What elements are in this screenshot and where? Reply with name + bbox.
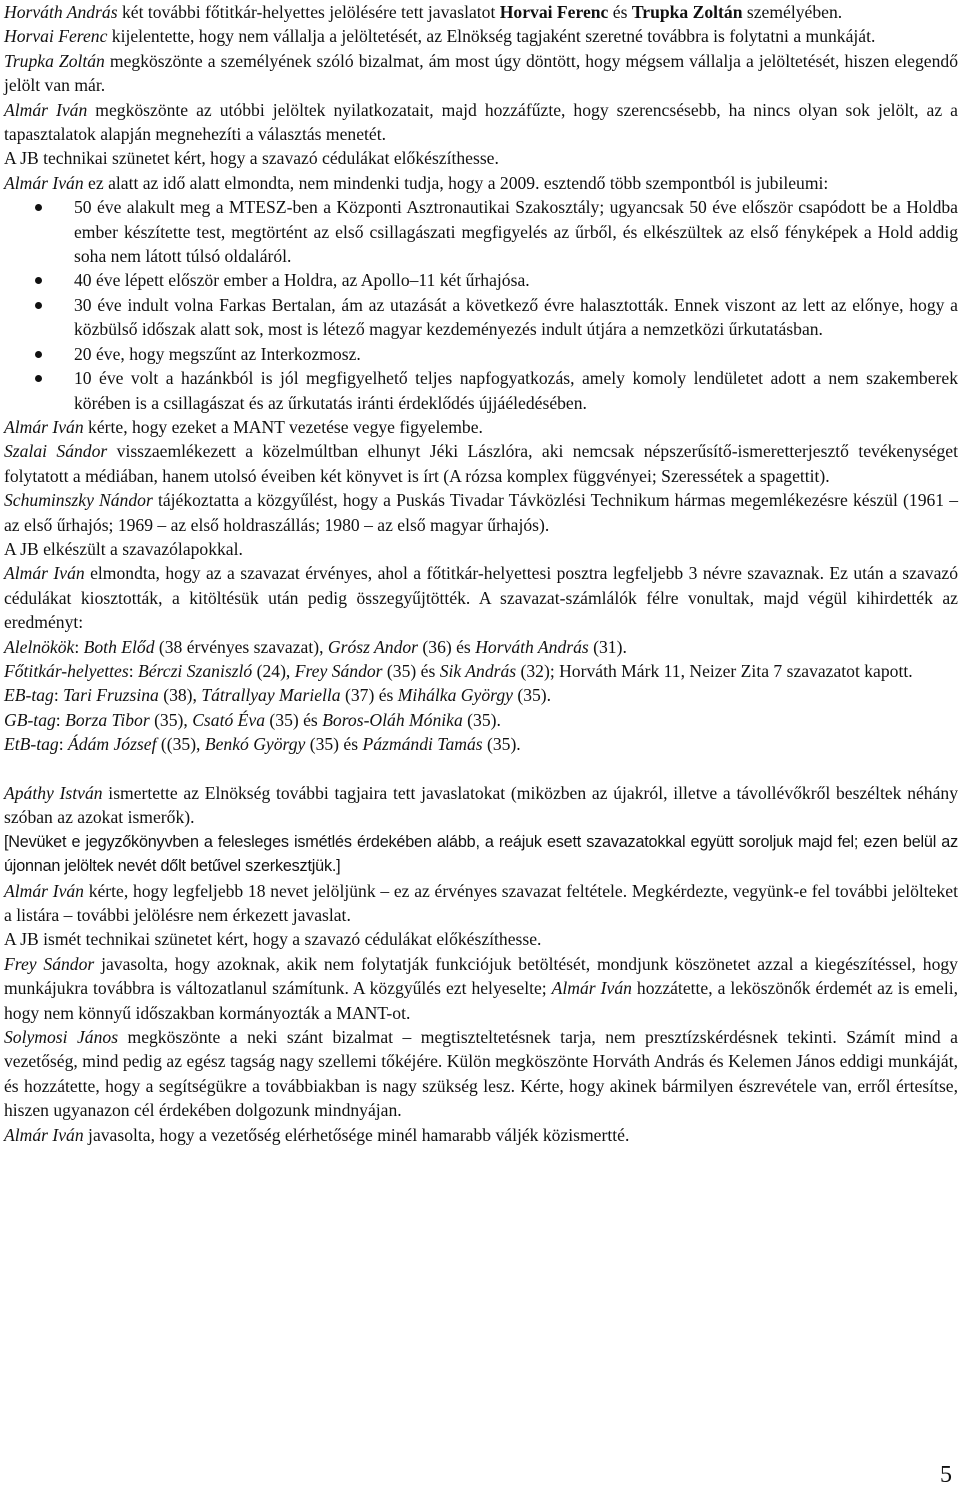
paragraph: Apáthy István ismertette az Elnökség további tagjaira tett javaslatokat (miközben az újakról, illetve a távollévőkről beszéltek néhány szóban az azokat ismerők).	[4, 782, 958, 828]
paragraph: Almár Iván megköszönte az utóbbi jelöltek nyilatkozatait, majd hozzáfűzte, hogy szerencsésebb, ha nincs olyan sok jelölt, az a tapasztalatok alapján megnehezíti a választás menetét.	[4, 99, 958, 145]
paragraph: Szalai Sándor visszaemlékezett a közelmúltban elhunyt Jéki Lászlóra, aki nemcsak népszerűsítő-ismeretterjesztő tevékenységet folytatott a médiában, hanem utolsó éveiben két könyvet is írt (A rózsa komplex függvényei; Szeressétek a spagettit).	[4, 441, 958, 486]
paragraph: Horvai Ferenc kijelentette, hogy nem vállalja a jelöltetését, az Elnökség tagjaként szeretné továbbra is folytatni a munkáját.	[4, 26, 876, 47]
editor-note: [Nevüket e jegyzőkönyvben a felesleges ismétlés érdekében alább, a reájuk esett szavazatokkal együtt soroljuk majd fel; ezen belül az újonnan jelöltek nevét dőlt betűvel szerkesztjük.]	[4, 832, 958, 876]
paragraph: A JB elkészült a szavazólapokkal.	[4, 538, 243, 559]
result-line: Alelnökök: Both Előd (38 érvényes szavazat), Grósz Andor (36) és Horváth András (31).	[4, 636, 627, 657]
list-item: 10 éve volt a hazánkból is jól megfigyelhető teljes napfogyatkozás, amely komoly lendületet adott a nem szakemberek körében is a csillagászat és az űrkutatás iránti érdeklődés újjáéledésében.	[4, 366, 958, 415]
paragraph: A JB technikai szünetet kért, hogy a szavazó cédulákat előkészíthesse.	[4, 148, 499, 169]
list-item: 40 éve lépett először ember a Holdra, az Apollo–11 két űrhajósa.	[4, 268, 958, 292]
result-line: GB-tag: Borza Tibor (35), Csató Éva (35) és Boros-Oláh Mónika (35).	[4, 709, 501, 730]
paragraph: Horváth András két további főtitkár-helyettes jelölésére tett javaslatot Horvai Ferenc és Trupka Zoltán személyében.	[4, 2, 843, 22]
page-number: 5	[940, 1461, 952, 1488]
list-item: 30 éve indult volna Farkas Bertalan, ám az utazását a következő évre halasztották. Ennek viszont az lett az előnye, hogy a közbülső időszak alatt sok, most is létező magyar kezdeményezés indult útjára a nemzetközi űrkutatásban.	[4, 293, 958, 342]
paragraph: Frey Sándor javasolta, hogy azoknak, akik nem folytatják funkciójuk betöltését, mondjunk köszönetet azzal a kiegészítéssel, hogy munkájukra továbbra is változatlanul számítunk. A közgyűlés ezt helyeselte; Almár Iván hozzátette, a leköszönők érdemét az is emeli, hogy nem könnyű időszakban kormányozták a MANT-ot.	[4, 953, 958, 1023]
paragraph: Schuminszky Nándor tájékoztatta a közgyűlést, hogy a Puskás Tivadar Távközlési Technikum hármas megemlékezésre készül (1961 – az első űrhajós; 1969 – az első holdraszállás; 1980 – az első magyar űrhajós).	[4, 490, 959, 535]
jubilee-list	[4, 195, 958, 415]
blank-line	[4, 757, 960, 781]
paragraph: Almár Iván kérte, hogy legfeljebb 18 nevet jelöljünk – ez az érvényes szavazat feltétele. Megkérdezte, vegyünk-e fel további jelölteket a listára – további jelölésre nem érkezett javaslat.	[4, 880, 958, 926]
paragraph: Almár Iván kérte, hogy ezeket a MANT vezetése vegye figyelembe.	[4, 416, 483, 437]
paragraph: Solymosi János megköszönte a neki szánt bizalmat – megtiszteltetésnek tarja, nem presztízskérdésnek tekinti. Számít mind a vezetőség, mind pedig az egész tagság nagy szellemi tőkéjére. Külön megköszönte Horváth András és Kelemen János eddigi munkáját, és hozzátette, hogy a segítségükre a továbbiakban is nagy szükség lesz. Kérte, hogy akinek bármilyen észrevétele van, erről értesítse, hiszen ugyanazon cél érdekében dolgozunk mindnyájan.	[4, 1027, 958, 1121]
paragraph: Almár Iván ez alatt az idő alatt elmondta, nem mindenki tudja, hogy a 2009. esztendő több szempontból is jubileumi:	[4, 172, 829, 193]
list-item: 20 éve, hogy megszűnt az Interkozmosz.	[4, 342, 958, 366]
result-line: EtB-tag: Ádám József ((35), Benkó György (35) és Pázmándi Tamás (35).	[4, 734, 521, 755]
list-item: 50 éve alakult meg a MTESZ-ben a Központi Asztronautikai Szakosztály; ugyancsak 50 éve először csapódott be a Holdba ember készítette test, megtörtént az első csillagászati megfigyelés az űrből, és elkészültek az első fényképek a Hold addig soha nem látott túlsó oldaláról.	[4, 195, 958, 268]
paragraph: A JB ismét technikai szünetet kért, hogy a szavazó cédulákat előkészíthesse.	[4, 929, 542, 950]
result-line: Főtitkár-helyettes: Bérczi Szaniszló (24), Frey Sándor (35) és Sik András (32); Horváth Márk 11, Neizer Zita 7 szavazatot kapott.	[4, 660, 913, 681]
result-line: EB-tag: Tari Fruzsina (38), Tátrallyay Mariella (37) és Mihálka György (35).	[4, 685, 552, 706]
paragraph: Trupka Zoltán megköszönte a személyének szóló bizalmat, ám most úgy döntött, hogy mégsem vállalja a jelöltetését, hiszen elegendő jelölt van már.	[4, 50, 958, 96]
paragraph: Almár Iván javasolta, hogy a vezetőség elérhetősége minél hamarabb váljék közismertté.	[4, 1124, 630, 1145]
paragraph: Almár Iván elmondta, hogy az a szavazat érvényes, ahol a főtitkár-helyettesi posztra legfeljebb 3 névre szavaznak. Ez után a szavazó cédulákat kiosztották, a kitöltésük után pedig összegyűjtötték. A szavazat-számlálók félre vonultak, majd végül kihirdették az eredményt:	[4, 563, 958, 633]
